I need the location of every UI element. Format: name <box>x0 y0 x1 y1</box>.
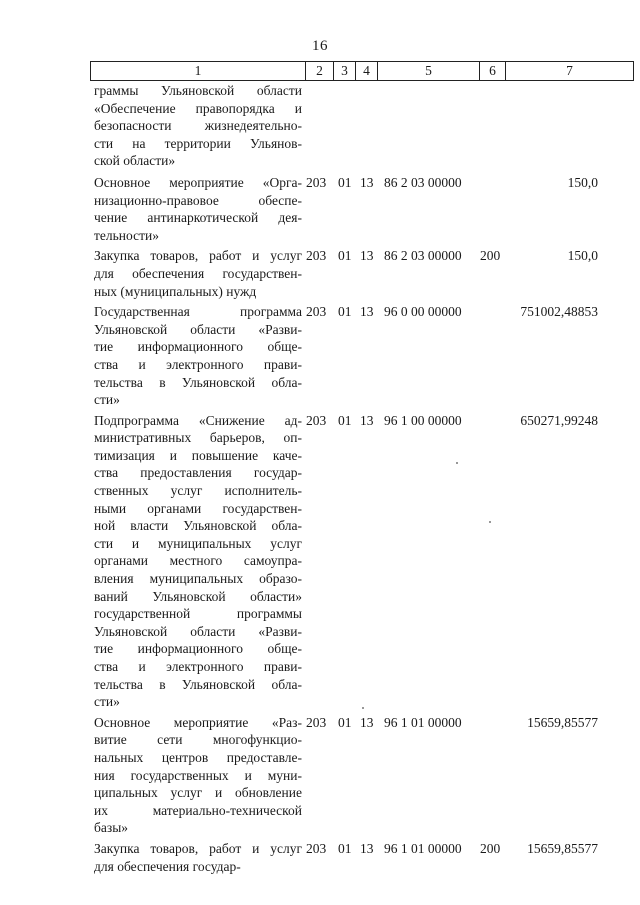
table-row <box>94 82 634 170</box>
column-header-6: 6 <box>480 62 506 80</box>
description-line: сти на территории Ульянов- <box>94 135 302 151</box>
budget-table-body <box>94 82 634 875</box>
description-line: витие сети многофункцио- <box>94 732 302 748</box>
scan-speck <box>456 462 458 464</box>
description-line: безопасности жизнедеятельно- <box>94 118 302 134</box>
description-line: Закупка товаров, работ и услуг <box>94 840 302 856</box>
description-line: ными органами государствен- <box>94 500 302 516</box>
description-line: ства и электронного прави- <box>94 659 302 674</box>
row-description <box>94 840 302 875</box>
row-description <box>94 247 302 300</box>
description-line: тимизация и повышение каче- <box>94 447 302 463</box>
description-line: Ульяновской области «Разви- <box>94 321 302 337</box>
grbs-code: 203 <box>306 304 327 320</box>
description-line: ской области» <box>94 153 176 169</box>
description-line: граммы Ульяновской области <box>94 83 302 98</box>
row-codes <box>306 412 510 430</box>
description-line: базы» <box>94 820 129 836</box>
column-header-7: 7 <box>566 63 573 78</box>
description-line: сти и муниципальных услуг <box>94 535 302 551</box>
table-row <box>94 714 634 837</box>
expense-type-code <box>480 303 510 321</box>
description-line: ственных услуг исполнитель- <box>94 483 302 499</box>
description-line: сти» <box>94 392 120 408</box>
expense-type-code: 200 <box>480 248 501 264</box>
column-header-2: 2 <box>306 62 334 80</box>
table-row <box>94 303 634 409</box>
section-code: 01 <box>338 304 352 320</box>
table-row <box>94 247 634 300</box>
page-number: 16 <box>312 38 328 54</box>
target-article-code: 96 1 01 00000 <box>384 840 462 856</box>
grbs-code: 203 <box>306 412 327 428</box>
table-row <box>94 174 634 244</box>
description-line: низационно-правовое обеспе- <box>94 192 302 208</box>
table-row <box>94 840 634 875</box>
expense-type-code <box>480 174 510 192</box>
row-codes <box>306 247 510 265</box>
section-code: 01 <box>338 248 352 264</box>
description-line: вления муниципальных образо- <box>94 571 302 587</box>
row-codes <box>306 174 510 192</box>
row-amount: 15659,85577 <box>527 714 598 730</box>
description-line: для обеспечения государ- <box>94 858 241 874</box>
target-article-code: 96 1 01 00000 <box>384 714 462 730</box>
description-line: нальных центров предоставле- <box>94 749 302 765</box>
description-line: ных (муниципальных) нужд <box>94 283 257 299</box>
row-amount: 650271,99248 <box>520 412 598 428</box>
description-line: тельства в Ульяновской обла- <box>94 374 302 390</box>
target-article-code: 96 1 00 00000 <box>384 412 462 428</box>
row-codes <box>306 840 510 858</box>
subsection-code: 13 <box>360 304 374 320</box>
subsection-code: 13 <box>360 174 374 190</box>
grbs-code: 203 <box>306 714 327 730</box>
description-line: «Обеспечение правопорядка и <box>94 100 302 116</box>
description-line: тельности» <box>94 227 159 243</box>
target-article-code: 86 2 03 00000 <box>384 248 462 264</box>
expense-type-code <box>480 714 510 732</box>
section-code: 01 <box>338 174 352 190</box>
description-line: чение антинаркотической дея- <box>94 210 302 226</box>
row-codes <box>306 303 510 321</box>
description-line: Государственная программа <box>94 304 302 320</box>
description-line: для обеспечения государствен- <box>94 265 302 281</box>
subsection-code: 13 <box>360 714 374 730</box>
row-amount: 150,0 <box>567 248 598 264</box>
description-line: ства и электронного прави- <box>94 356 302 372</box>
description-line: Закупка товаров, работ и услуг <box>94 248 302 264</box>
column-header-5: 5 <box>378 62 480 80</box>
description-line: их материально-технической <box>94 802 302 818</box>
description-line: тие информационного обще- <box>94 339 302 355</box>
row-description <box>94 82 302 170</box>
section-code: 01 <box>338 714 352 730</box>
description-line: Основное мероприятие «Орга- <box>94 174 302 190</box>
expense-type-code <box>480 412 510 430</box>
target-article-code: 86 2 03 00000 <box>384 174 462 190</box>
row-amount: 751002,48853 <box>520 304 598 320</box>
description-line: Ульяновской области «Разви- <box>94 623 302 639</box>
expense-type-code: 200 <box>480 840 501 856</box>
description-line: тельства в Ульяновской обла- <box>94 676 302 692</box>
scan-speck <box>362 707 364 709</box>
row-description <box>94 714 302 837</box>
description-line: сти» <box>94 694 120 710</box>
row-description <box>94 174 302 244</box>
section-code: 01 <box>338 840 352 856</box>
description-line: ваний Ульяновской области» <box>94 588 302 604</box>
description-line: Основное мероприятие «Раз- <box>94 714 302 730</box>
description-line: Подпрограмма «Снижение ад- <box>94 412 302 428</box>
subsection-code: 13 <box>360 840 374 856</box>
description-line: ства предоставления государ- <box>94 465 302 481</box>
row-amount: 150,0 <box>567 174 598 190</box>
target-article-code: 96 0 00 00000 <box>384 304 462 320</box>
row-description <box>94 412 302 711</box>
description-line: органами местного самоупра- <box>94 553 302 569</box>
description-line: государственной программы <box>94 606 302 622</box>
row-description <box>94 303 302 409</box>
row-codes <box>306 714 510 732</box>
description-line: министративных барьеров, оп- <box>94 430 302 446</box>
table-header <box>90 61 634 81</box>
column-header-3: 3 <box>334 62 356 80</box>
description-line: ципальных услуг и обновление <box>94 785 302 801</box>
description-line: ной власти Ульяновской обла- <box>94 518 302 534</box>
section-code: 01 <box>338 412 352 428</box>
table-row <box>94 412 634 711</box>
grbs-code: 203 <box>306 248 327 264</box>
description-line: тие информационного обще- <box>94 641 302 657</box>
subsection-code: 13 <box>360 412 374 428</box>
subsection-code: 13 <box>360 248 374 264</box>
scan-speck <box>489 521 491 523</box>
row-amount: 15659,85577 <box>527 840 598 856</box>
grbs-code: 203 <box>306 840 327 856</box>
column-header-4: 4 <box>356 62 378 80</box>
description-line: ния государственных и муни- <box>94 767 302 783</box>
grbs-code: 203 <box>306 174 327 190</box>
column-header-1: 1 <box>91 62 306 80</box>
